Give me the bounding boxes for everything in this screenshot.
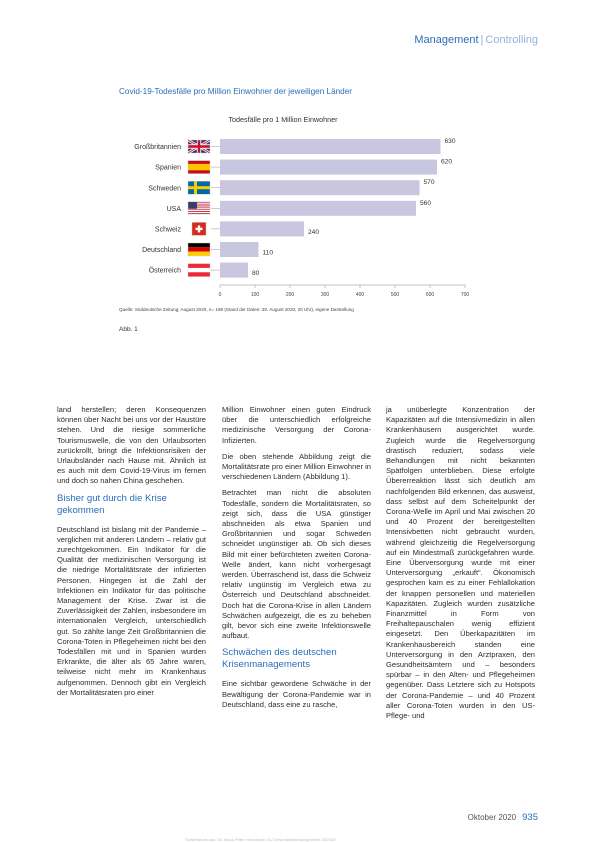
bar [220,180,420,195]
value-label: 240 [308,228,320,236]
x-tick-label: 0 [218,292,222,298]
bar [220,242,259,257]
paragraph: Million Einwohner einen guten Eindruck über die unterschiedlich erfolgreiche medizinische Versorgung der Corona-Infizierten. [222,405,371,445]
text-column-1 [57,405,206,704]
paragraph: Deutschland ist bislang mit der Pandemie – verglichen mit anderen Ländern – relativ gut zurechtgekommen. Ein Indikator für die Qualität der medizinischen Versorgung ist die niedrige Mortalitätsrate der infizierten Personen. Hingegen ist die Zahl der Infektionen ein Indikator für das politische Management der Krise. Zwar ist die Zuverlässigkeit der Zahlen, insbesondere im internationalen Vergleich, unterschiedlich gut. So zählte lange Zeit Großbritannien die Corona-Toten in Pflegeheimen nicht bei den Todesfällen mit und in Spanien wurden Erkrankte, die älter als 65 Jahre waren, teilweise nicht mehr im Krankenhaus aufgenommen. Dennoch gibt ein Vergleich der Mortalitätsraten pro einer [57,524,206,697]
category-label: Schweiz [154,226,181,234]
figure-source: Quelle: Süddeutsche Zeitung, August 2020, n= 188 (Stand der Daten: 30. August 2020, 20 Uhr), eigene Darstellung [119,307,354,312]
bar-chart [0,0,595,320]
bar [220,221,304,236]
value-label: 560 [420,199,432,207]
category-label: USA [166,205,181,213]
chart-inner-title: Todesfälle pro 1 Million Einwohner [228,115,338,124]
category-label: Österreich [148,267,181,275]
text-column-3 [386,405,535,727]
paragraph: land herstellen; deren Konsequenzen können über Nacht bei uns vor der Haustüre stehen. Und die riesige sommerliche Tourismuswelle, die von den Urlaubsorten zurückrollt, bringt die Infektionsrisiken der Urlaubsländer nach Hause mit. Ähnlich ist es auch mit dem Covid-19-Virus im fernen und doch so nahen China geschehen. [57,405,206,486]
subheading: Schwächen des deutschen Krisenmanagements [222,647,337,671]
x-tick-label: 300 [320,292,330,298]
value-label: 630 [444,138,456,145]
header-section: Management [414,34,479,46]
germany-flag-icon [188,243,210,256]
paragraph: ja unüberlegte Konzentration der Kapazitäten auf die Intensivmedizin in allen Krankenhäusern ausgerichtet wurde. Zugleich wurde die Regelversorgung drastisch reduziert, sodass viele Behandlungen mit nicht bekannten Spätfolgen unterblieben. Diese erfolgte Übererreaktion lässt sich deutlich am nachfolgenden Bild erkennen, das ausweist, dass selbst auf dem Scheitelpunkt der Corona-Welle im April und Mai zwischen 20 und 40 Prozent der bereitgestellten Intensivbetten nicht gebraucht wurden, während gleichzeitig die Regelversorgung auf ein Mindestmaß zurückgefahren wurde. Eine Überversorgung wurde mit einer Unterversorgung „erkauft“. Ökonomisch gesprochen kam es zu einer Fehlallokation der knappen personellen und materiellen Kapazitäten. Zugleich wurden zusätzliche Finanzmittel in Form von Freihaltepauschalen wenig effizient eingesetzt. Den Überkapazitäten im Krankenhausbereich standen eine Unterversorgung in den Arztpraxen, den Gesundheitsämtern und – besonders spürbar – in den Alten- und Pflegeheimen gegenüber. Dass Letztere sich zu Hotspots der Corona-Pandemie – und 40 Prozent aller Corona-Toten wurden in den US-Pflege- und [386,405,535,721]
usa-flag-icon [188,202,210,215]
x-tick-label: 400 [355,292,365,298]
value-label: 620 [441,158,453,166]
value-label: 570 [423,179,435,187]
figure-label: Abb. 1 [119,326,138,333]
x-tick-label: 700 [460,292,470,298]
category-label: Großbritannien [134,144,181,152]
footer-page-info [468,812,538,823]
subheading: Bisher gut durch die Krise gekommen [57,492,167,516]
bar [220,160,437,175]
bar [220,201,416,216]
footer-journal: Oktober 2020 [467,813,517,822]
page-number: 935 [522,812,538,823]
value-label: 110 [262,249,274,257]
bar [220,263,248,278]
switzerland-flag-icon [192,222,206,235]
austria-flag-icon [188,264,210,277]
spain-flag-icon [188,161,210,174]
category-label: Schweden [148,185,181,193]
bar [220,139,441,154]
value-label: 80 [252,270,260,278]
paragraph: Betrachtet man nicht die absoluten Todesfälle, sondern die Mortalitätsraten, so zeigt sich, dass die USA günstiger abschneiden als etwa Spanien und Großbritannien und sogar Schweden schneidet ungünstiger ab. Ob sich dieses Bild mit einer befürchteten zweiten Corona-Welle ändert, kann nicht vorhergesagt werden. Überraschend ist, dass die Schweiz relativ ungünstig im Vergleich etwa zu Österreich und Deutschland abschneidet. Doch hat die Corona-Krise in allen Ländern Schwächen aufgezeigt, die es zu beheben gilt, bevor sich eine zweite Infektionswelle aufbaut. [222,488,371,641]
category-label: Spanien [155,164,181,172]
footer-imprint: Sonderdruck aus: Dr. Klaus-Peter Horndasch, KU Gesundheitsmanagement 10/2020 [185,837,336,842]
paragraph: Die oben stehende Abbildung zeigt die Mortalitätsrate pro einer Million Einwohner in verschiedenen Ländern (Abbildung 1). [222,451,371,482]
header-separator: | [480,34,484,46]
x-tick-label: 100 [250,292,260,298]
sweden-flag-icon [188,181,210,194]
uk-flag-icon [188,140,210,153]
x-tick-label: 200 [285,292,295,298]
category-label: Deutschland [142,247,181,255]
x-tick-label: 600 [425,292,435,298]
figure-title: Covid-19-Todesfälle pro Million Einwohner der jeweiligen Länder [119,87,353,96]
paragraph: Eine sichtbar gewordene Schwäche in der Bewältigung der Corona-Pandemie war in Deutschland, dass eine zu rasche, [222,679,371,709]
text-column-2 [222,405,371,716]
header-subsection: Controlling [485,34,538,46]
x-tick-label: 500 [390,292,400,298]
